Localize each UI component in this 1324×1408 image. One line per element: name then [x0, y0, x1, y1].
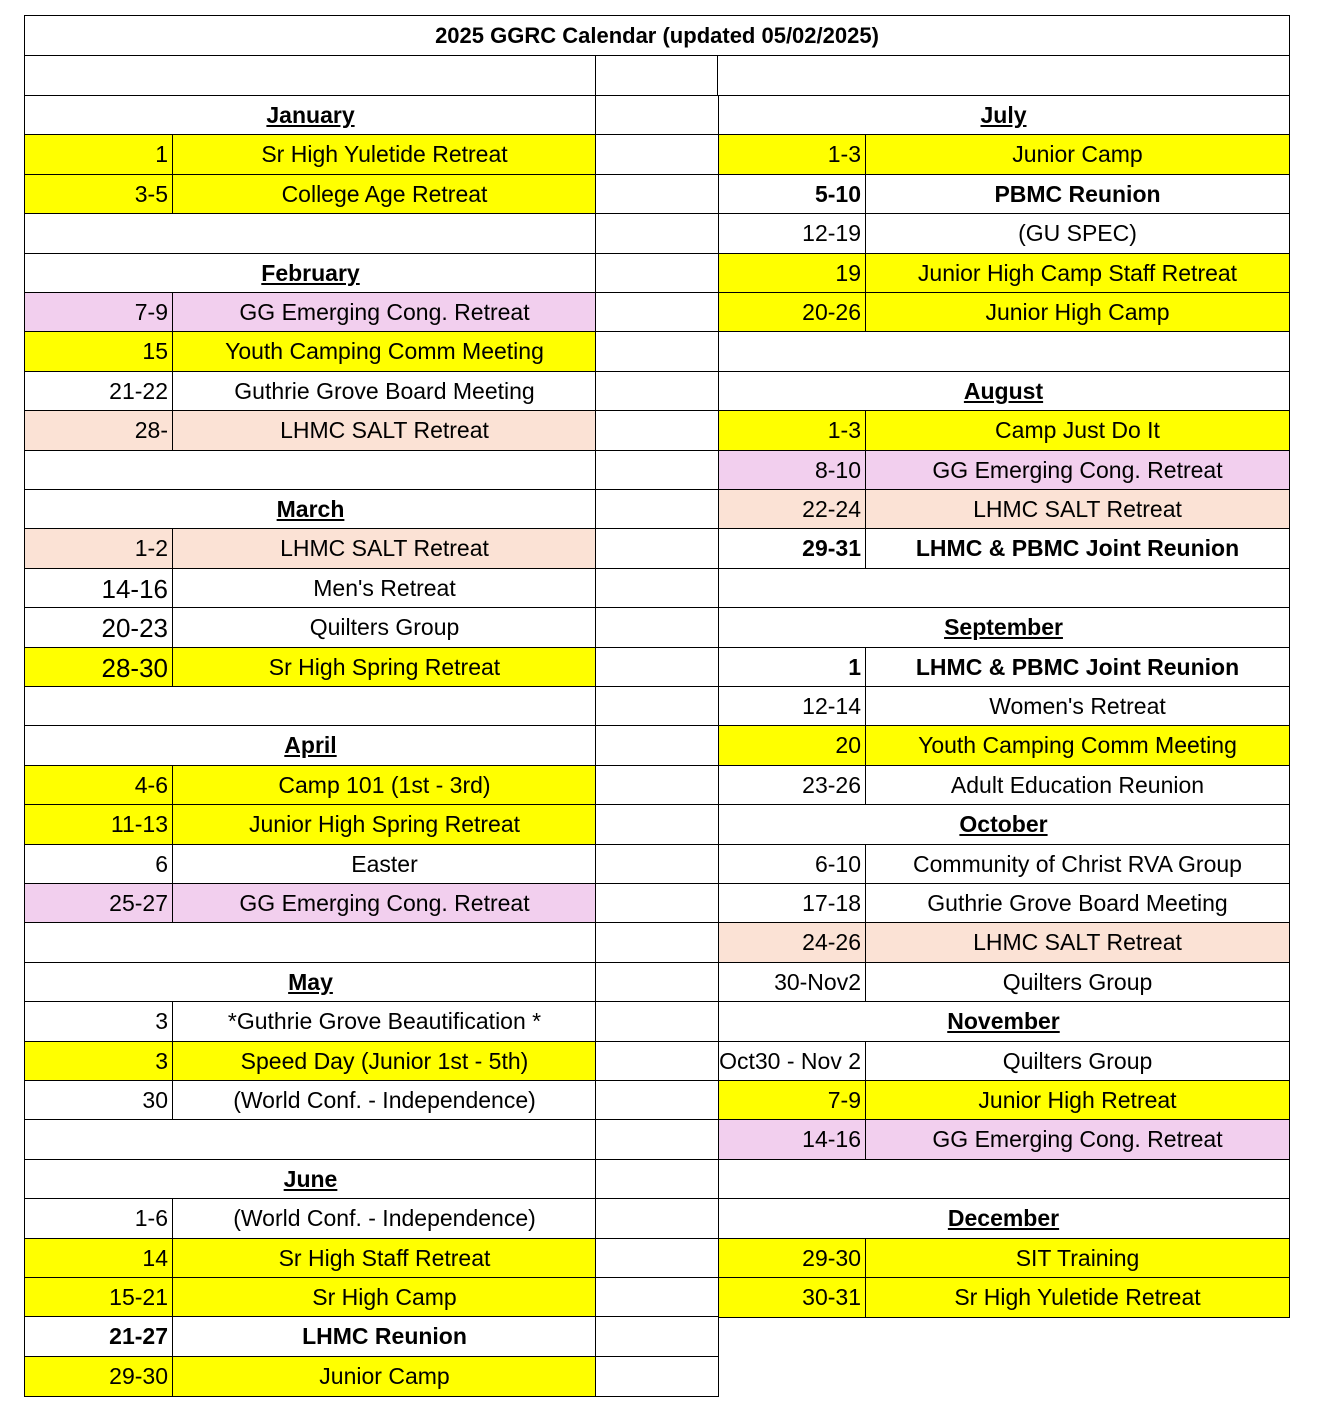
event-name: LHMC & PBMC Joint Reunion: [865, 528, 1290, 569]
event-date: 21-27: [24, 1316, 174, 1357]
spacer-cell: [595, 1277, 719, 1318]
event-date: 1-6: [24, 1198, 174, 1239]
event-date: 11-13: [24, 804, 174, 845]
spacer-cell: [595, 962, 719, 1003]
month-header-september: September: [717, 607, 1290, 648]
event-date: 20: [717, 725, 867, 766]
event-date: 29-30: [24, 1356, 174, 1397]
spacer-cell: [595, 568, 719, 609]
month-header-november: November: [717, 1001, 1290, 1042]
spacer-cell: [595, 1356, 719, 1397]
spacer-cell: [595, 292, 719, 333]
event-name: GG Emerging Cong. Retreat: [865, 450, 1290, 491]
event-name: Women's Retreat: [865, 686, 1290, 727]
event-name: Easter: [172, 844, 597, 885]
spacer-cell: [595, 134, 719, 175]
event-date: 22-24: [717, 489, 867, 530]
event-name: GG Emerging Cong. Retreat: [865, 1119, 1290, 1160]
event-date: 24-26: [717, 922, 867, 963]
event-date: 29-30: [717, 1238, 867, 1279]
event-date: 15-21: [24, 1277, 174, 1318]
event-date: 6: [24, 844, 174, 885]
event-name: Adult Education Reunion: [865, 765, 1290, 806]
spacer-cell: [595, 1080, 719, 1121]
month-header-june: June: [24, 1159, 597, 1200]
spacer-cell: [595, 410, 719, 451]
event-date: 29-31: [717, 528, 867, 569]
event-date: 1: [717, 647, 867, 688]
blank-row: [717, 1159, 1290, 1200]
event-name: Junior Camp: [172, 1356, 597, 1397]
month-header-january: January: [24, 95, 597, 136]
event-date: 30-Nov2: [717, 962, 867, 1003]
event-name: Sr High Spring Retreat: [172, 647, 597, 688]
event-date: 30: [24, 1080, 174, 1121]
event-date: 28-: [24, 410, 174, 451]
event-date: 14-16: [24, 568, 174, 609]
spacer-cell: [595, 1001, 719, 1042]
event-date: Oct30 - Nov 2: [717, 1041, 867, 1082]
event-name: Camp Just Do It: [865, 410, 1290, 451]
event-name: GG Emerging Cong. Retreat: [172, 883, 597, 924]
event-date: 12-14: [717, 686, 867, 727]
event-date: 14-16: [717, 1119, 867, 1160]
spacer-cell: [595, 213, 719, 254]
event-date: 23-26: [717, 765, 867, 806]
spacer-cell: [717, 55, 1290, 97]
event-name: *Guthrie Grove Beautification *: [172, 1001, 597, 1042]
spacer-cell: [595, 1238, 719, 1279]
spacer-cell: [595, 844, 719, 885]
spacer-cell: [595, 528, 719, 569]
event-name: Junior High Camp Staff Retreat: [865, 253, 1290, 294]
month-header-february: February: [24, 253, 597, 294]
spacer-cell: [595, 1198, 719, 1239]
event-name: Junior High Camp: [865, 292, 1290, 333]
event-name: Sr High Yuletide Retreat: [865, 1277, 1290, 1318]
event-name: Guthrie Grove Board Meeting: [865, 883, 1290, 924]
blank-row: [24, 1119, 597, 1160]
event-name: Quilters Group: [172, 607, 597, 648]
event-name: PBMC Reunion: [865, 174, 1290, 215]
spacer-cell: [595, 489, 719, 530]
event-date: 20-26: [717, 292, 867, 333]
event-name: GG Emerging Cong. Retreat: [172, 292, 597, 333]
spacer-cell: [595, 883, 719, 924]
spacer-cell: [595, 804, 719, 845]
spacer-cell: [595, 1316, 719, 1357]
event-name: LHMC SALT Retreat: [172, 410, 597, 451]
event-name: (GU SPEC): [865, 213, 1290, 254]
blank-row: [24, 450, 597, 491]
event-date: 17-18: [717, 883, 867, 924]
spacer-cell: [595, 765, 719, 806]
month-header-march: March: [24, 489, 597, 530]
blank-row: [24, 686, 597, 727]
calendar-title: 2025 GGRC Calendar (updated 05/02/2025): [24, 15, 1290, 57]
event-date: 25-27: [24, 883, 174, 924]
event-date: 5-10: [717, 174, 867, 215]
event-name: Guthrie Grove Board Meeting: [172, 371, 597, 412]
event-name: (World Conf. - Independence): [172, 1198, 597, 1239]
event-date: 15: [24, 331, 174, 372]
event-name: Junior High Retreat: [865, 1080, 1290, 1121]
spacer-cell: [595, 55, 719, 97]
spacer-cell: [595, 1119, 719, 1160]
event-date: 12-19: [717, 213, 867, 254]
event-date: 1-3: [717, 410, 867, 451]
event-date: 7-9: [24, 292, 174, 333]
event-name: SIT Training: [865, 1238, 1290, 1279]
spacer-cell: [595, 647, 719, 688]
event-date: 30-31: [717, 1277, 867, 1318]
event-date: 8-10: [717, 450, 867, 491]
spacer-cell: [24, 55, 597, 97]
blank-row: [24, 922, 597, 963]
spacer-cell: [595, 686, 719, 727]
event-name: Youth Camping Comm Meeting: [865, 725, 1290, 766]
event-name: Quilters Group: [865, 962, 1290, 1003]
event-date: 3: [24, 1041, 174, 1082]
spacer-cell: [595, 922, 719, 963]
event-date: 19: [717, 253, 867, 294]
event-date: 4-6: [24, 765, 174, 806]
spacer-cell: [595, 331, 719, 372]
event-date: 3-5: [24, 174, 174, 215]
event-name: LHMC Reunion: [172, 1316, 597, 1357]
event-date: 1-3: [717, 134, 867, 175]
event-name: Community of Christ RVA Group: [865, 844, 1290, 885]
event-name: Camp 101 (1st - 3rd): [172, 765, 597, 806]
event-date: 1-2: [24, 528, 174, 569]
spacer-cell: [595, 450, 719, 491]
blank-row: [717, 568, 1290, 609]
month-header-may: May: [24, 962, 597, 1003]
blank-row: [717, 331, 1290, 372]
event-name: Junior High Spring Retreat: [172, 804, 597, 845]
event-date: 21-22: [24, 371, 174, 412]
event-name: Sr High Staff Retreat: [172, 1238, 597, 1279]
event-date: 1: [24, 134, 174, 175]
event-date: 28-30: [24, 647, 174, 688]
event-name: Sr High Camp: [172, 1277, 597, 1318]
event-name: LHMC & PBMC Joint Reunion: [865, 647, 1290, 688]
month-header-july: July: [717, 95, 1290, 136]
spacer-cell: [595, 174, 719, 215]
spacer-cell: [595, 1159, 719, 1200]
month-header-october: October: [717, 804, 1290, 845]
month-header-december: December: [717, 1198, 1290, 1239]
event-date: 7-9: [717, 1080, 867, 1121]
event-name: LHMC SALT Retreat: [172, 528, 597, 569]
month-header-august: August: [717, 371, 1290, 412]
event-name: College Age Retreat: [172, 174, 597, 215]
spacer-cell: [595, 95, 719, 136]
spacer-cell: [595, 1041, 719, 1082]
event-name: Sr High Yuletide Retreat: [172, 134, 597, 175]
event-date: 20-23: [24, 607, 174, 648]
event-name: Speed Day (Junior 1st - 5th): [172, 1041, 597, 1082]
event-name: Men's Retreat: [172, 568, 597, 609]
event-name: Quilters Group: [865, 1041, 1290, 1082]
spacer-cell: [595, 371, 719, 412]
event-name: Youth Camping Comm Meeting: [172, 331, 597, 372]
event-date: 6-10: [717, 844, 867, 885]
event-name: Junior Camp: [865, 134, 1290, 175]
month-header-april: April: [24, 725, 597, 766]
event-name: (World Conf. - Independence): [172, 1080, 597, 1121]
blank-row: [24, 213, 597, 254]
spacer-cell: [595, 725, 719, 766]
event-name: LHMC SALT Retreat: [865, 922, 1290, 963]
event-name: LHMC SALT Retreat: [865, 489, 1290, 530]
event-date: 14: [24, 1238, 174, 1279]
event-date: 3: [24, 1001, 174, 1042]
spacer-cell: [595, 253, 719, 294]
spacer-cell: [595, 607, 719, 648]
